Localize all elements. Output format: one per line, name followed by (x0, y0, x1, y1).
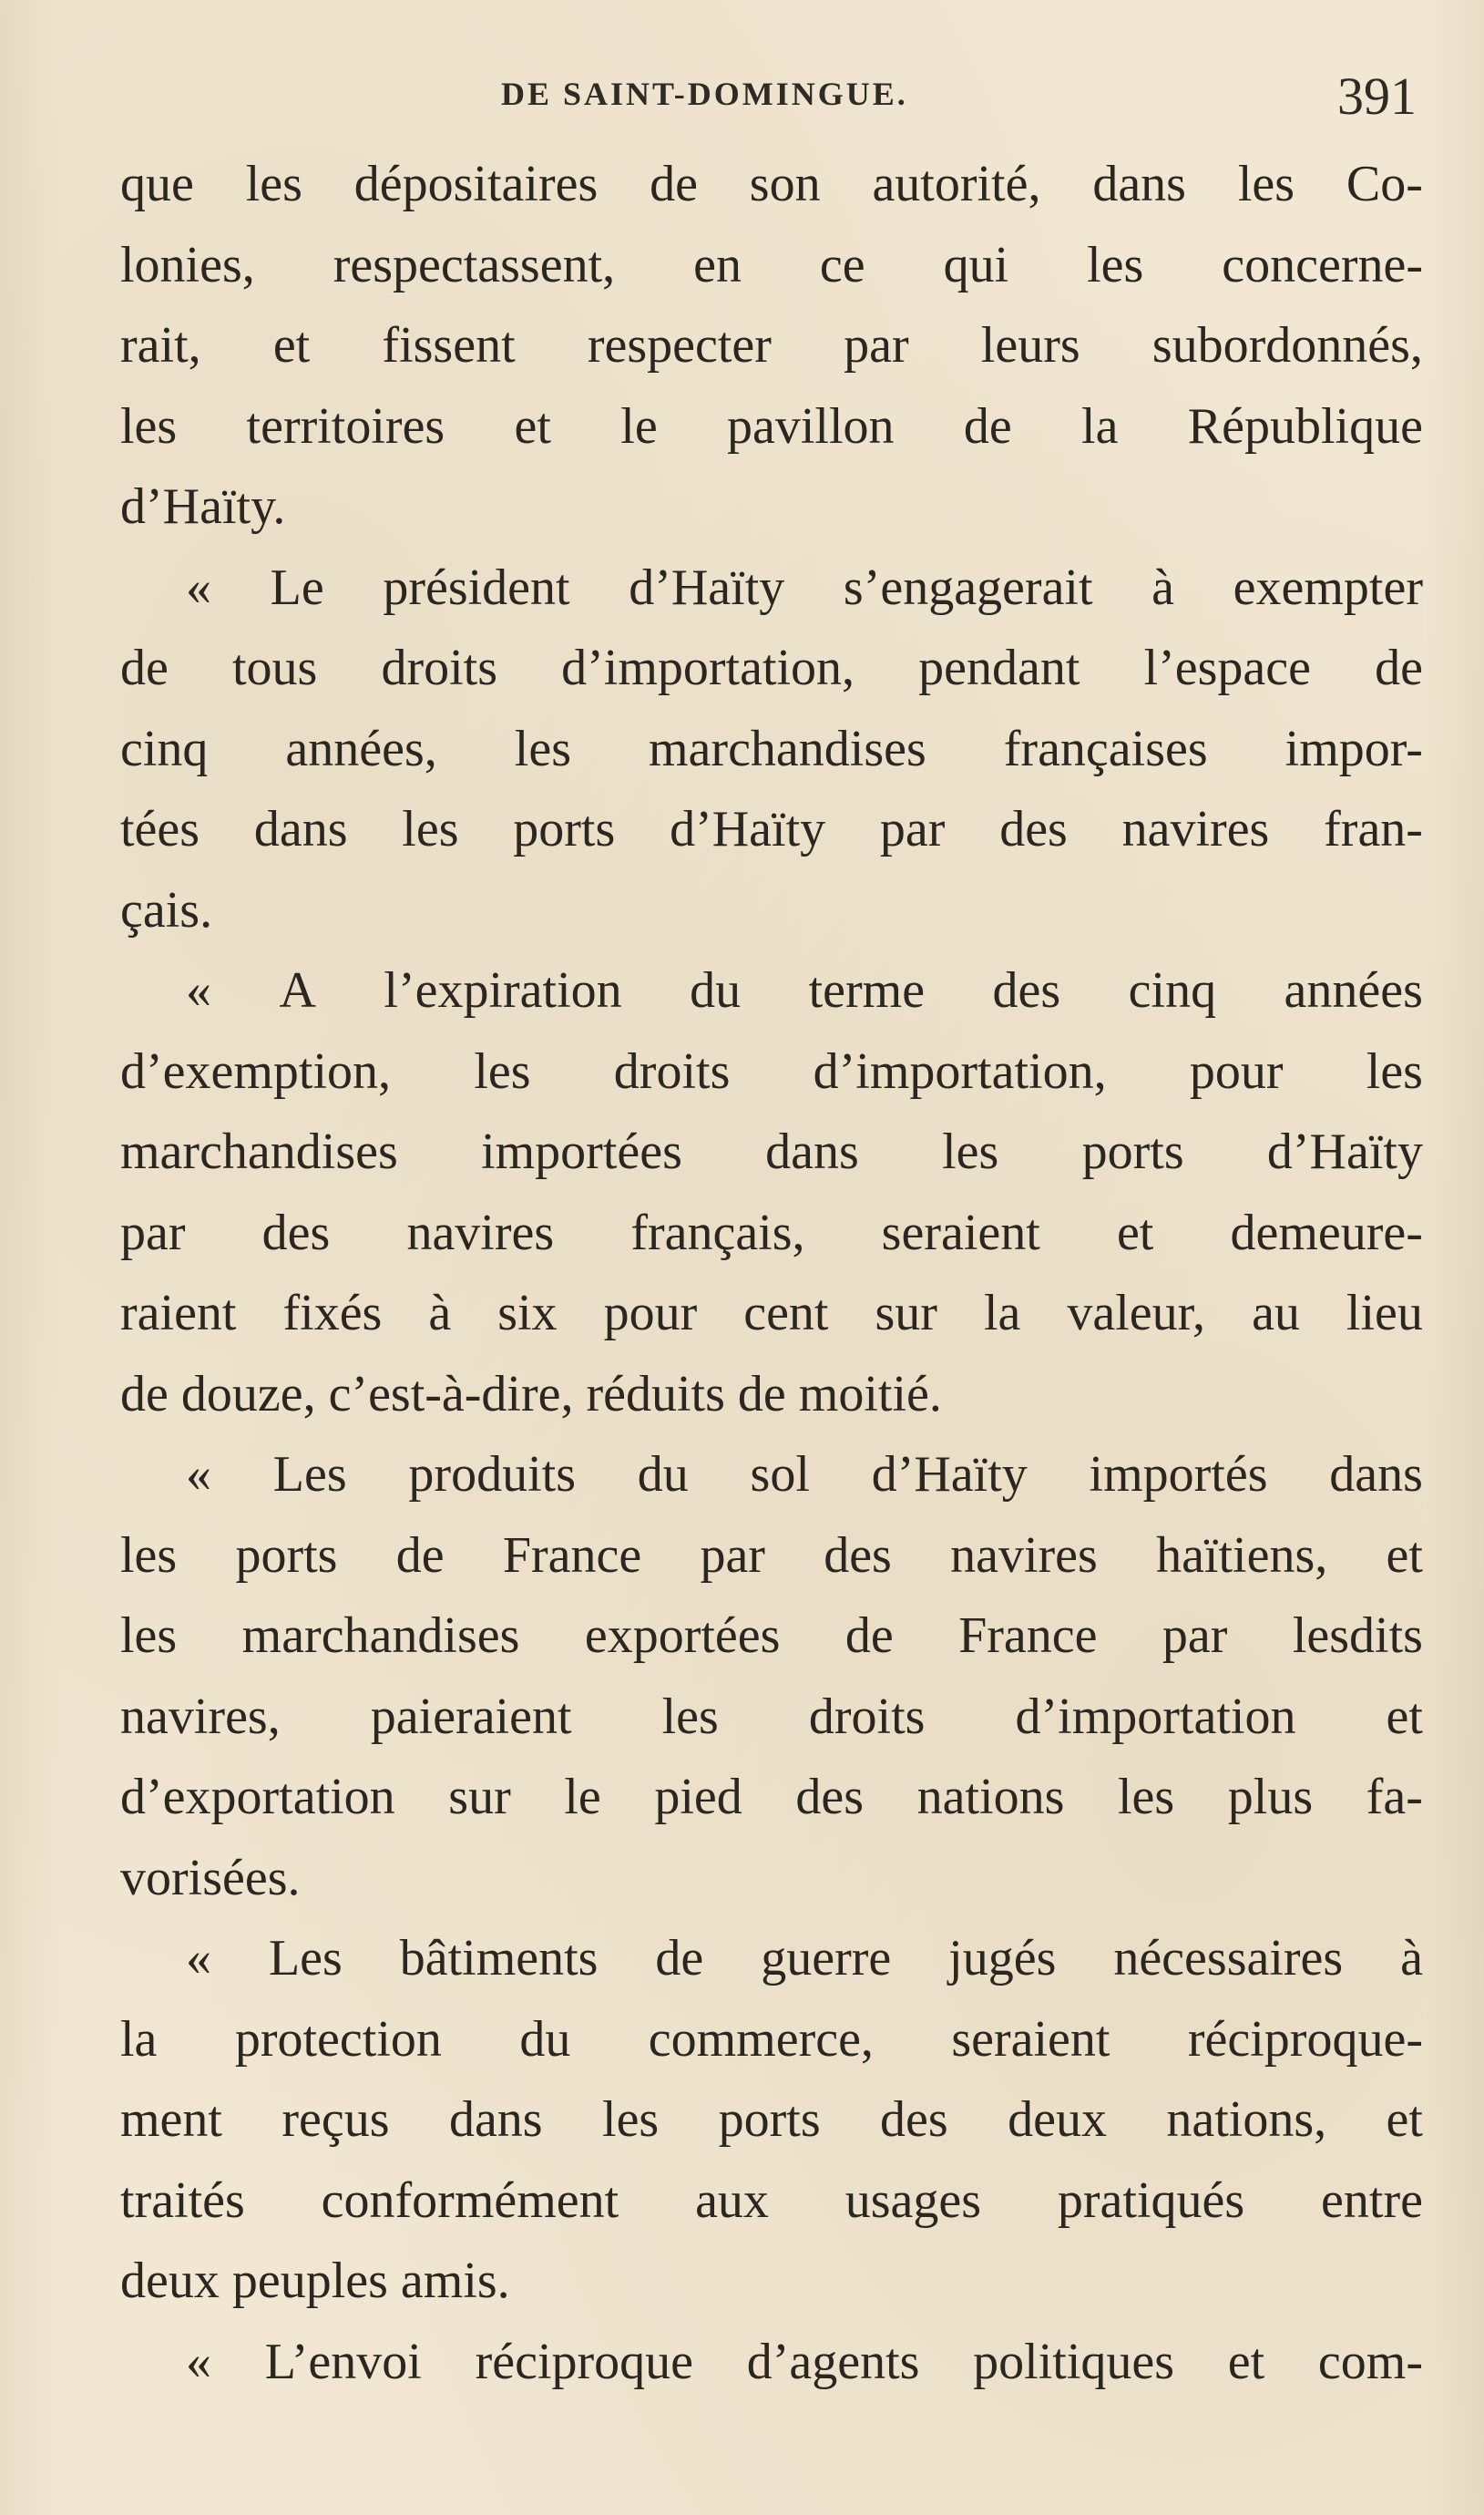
text-line: les ports de France par des navires haïtiens, et (120, 1526, 1423, 1584)
text-line: la protection du commerce, seraient réciproque- (120, 2010, 1423, 2068)
text-line: deux peuples amis. (120, 2253, 510, 2309)
text-line: de tous droits d’importation, pendant l’espace de (120, 640, 1423, 696)
text-line: cinq années, les marchandises françaises impor- (120, 720, 1423, 777)
text-line: d’exemption, les droits d’importation, pour les (120, 1042, 1423, 1100)
page-header (123, 66, 1417, 129)
text-line: « Le président d’Haïty s’engagerait à exempter (186, 559, 1423, 616)
text-line: « Les bâtiments de guerre jugés nécessaires à (186, 1930, 1423, 1986)
text-line: les marchandises exportées de France par lesdits (120, 1607, 1423, 1664)
text-line: rait, et fissent respecter par leurs subordonnés, (120, 317, 1423, 374)
text-line: d’exportation sur le pied des nations les plus fa- (120, 1769, 1423, 1825)
body-text (120, 144, 1423, 2402)
page-number: 391 (1337, 67, 1417, 126)
text-line: « A l’expiration du terme des cinq années (186, 962, 1423, 1019)
text-line: les territoires et le pavillon de la République (120, 397, 1423, 455)
text-line: vorisées. (120, 1849, 301, 1906)
text-line: ment reçus dans les ports des deux nations, et (120, 2091, 1423, 2148)
text-line: çais. (120, 881, 213, 939)
text-line: raient fixés à six pour cent sur la valeur, au lieu (120, 1285, 1423, 1341)
running-head: DE SAINT-DOMINGUE. (501, 76, 908, 112)
text-line: marchandises importées dans les ports d’Haïty (120, 1124, 1423, 1180)
text-line: traités conformément aux usages pratiqués entre (120, 2171, 1423, 2229)
text-line: lonies, respectassent, en ce qui les concerne- (120, 236, 1423, 293)
text-line: « Les produits du sol d’Haïty importés dans (186, 1446, 1423, 1503)
text-line: par des navires français, seraient et demeure- (120, 1204, 1423, 1261)
text-line: « L’envoi réciproque d’agents politiques et com- (186, 2333, 1423, 2390)
text-line: que les dépositaires de son autorité, dans les Co- (120, 156, 1423, 212)
text-line: navires, paieraient les droits d’importation et (120, 1688, 1423, 1745)
text-line: de douze, c’est-à-dire, réduits de moitié. (120, 1365, 942, 1422)
text-line: tées dans les ports d’Haïty par des navires fran- (120, 801, 1423, 857)
text-line: d’Haïty. (120, 478, 286, 535)
